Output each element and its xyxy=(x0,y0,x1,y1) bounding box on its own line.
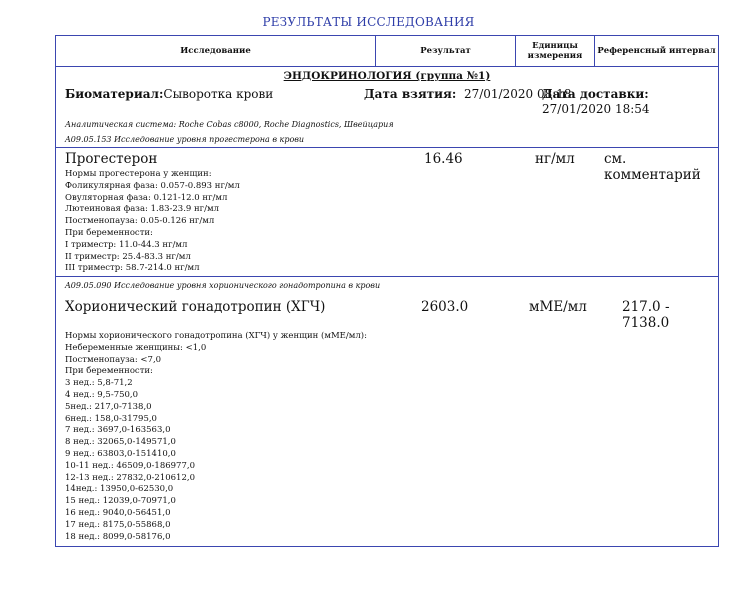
header-units-line2: измерения xyxy=(527,51,583,61)
header-test: Исследование xyxy=(56,36,376,66)
norm-line: 3 нед.: 5,8-71,2 xyxy=(65,378,133,389)
norm-line: 7 нед.: 3697,0-163563,0 xyxy=(65,425,171,436)
norm-line: 6нед.: 158,0-31795,0 xyxy=(65,413,157,424)
norm-line: 9 нед.: 63803,0-151410,0 xyxy=(65,448,176,459)
result-value: 16.46 xyxy=(424,151,463,167)
date-taken-value: 27/01/2020 08:18 xyxy=(463,87,572,101)
header-result: Результат xyxy=(376,36,516,66)
norm-line: I триместр: 11.0-44.3 нг/мл xyxy=(65,239,188,250)
test-code: A09.05.090 Исследование уровня хорионического гонадотропина в крови xyxy=(65,281,381,290)
norm-line: 5нед.: 217,0-7138,0 xyxy=(65,401,152,412)
norm-line: Овуляторная фаза: 0.121-12.0 нг/мл xyxy=(65,192,228,203)
table-header xyxy=(56,36,718,67)
norm-line: Нормы хорионического гонадотропина (ХГЧ) у женщин (мМЕ/мл): xyxy=(65,331,367,341)
norm-line: 15 нед.: 12039,0-70971,0 xyxy=(65,496,176,507)
progesterone-norms xyxy=(65,169,240,275)
norm-line: При беременности: xyxy=(65,366,153,377)
norm-line: Лютеиновая фаза: 1.83-23.9 нг/мл xyxy=(65,204,220,215)
row-divider xyxy=(56,276,718,277)
date-delivery-value: 27/01/2020 18:54 xyxy=(542,102,650,116)
test-name: Прогестерон xyxy=(65,151,158,167)
norm-line: 8 нед.: 32065,0-149571,0 xyxy=(65,437,176,448)
date-taken-label: Дата взятия: xyxy=(364,87,457,101)
reference-interval: см. комментарий xyxy=(604,151,701,183)
header-units-line1: Единицы xyxy=(532,41,578,51)
norm-line: Постменопауза: 0.05-0.126 нг/мл xyxy=(65,216,215,227)
norm-line: 18 нед.: 8099,0-58176,0 xyxy=(65,531,171,542)
analytic-system: Аналитическая система: Roche Cobas c8000, Roche Diagnostics, Швейцария xyxy=(65,120,394,129)
biomaterial-label: Биоматериал: xyxy=(65,87,164,101)
date-taken xyxy=(364,87,572,101)
norm-line: 14нед.: 13950,0-62530,0 xyxy=(65,484,174,495)
date-delivery xyxy=(542,87,718,117)
reference-interval: 217.0 - 7138.0 xyxy=(622,299,670,331)
header-reference: Референсный интервал xyxy=(597,46,716,56)
result-value: 2603.0 xyxy=(421,299,469,315)
results-table xyxy=(55,35,719,547)
group-title: ЭНДОКРИНОЛОГИЯ (группа №1) xyxy=(283,70,491,82)
norm-line: 16 нед.: 9040,0-56451,0 xyxy=(65,507,171,518)
norm-line: При беременности: xyxy=(65,227,153,238)
result-units: мМЕ/мл xyxy=(529,299,587,315)
date-delivery-label: Дата доставки: xyxy=(542,87,649,101)
norm-line: Нормы прогестерона у женщин: xyxy=(65,169,212,179)
test-name: Хорионический гонадотропин (ХГЧ) xyxy=(65,299,326,315)
header-units xyxy=(516,36,595,66)
norm-line: 4 нед.: 9,5-750,0 xyxy=(65,389,139,400)
norm-line: Фоликулярная фаза: 0.057-0.893 нг/мл xyxy=(65,180,240,191)
norm-line: II триместр: 25.4-83.3 нг/мл xyxy=(65,251,191,262)
norm-line: Небеременные женщины: <1,0 xyxy=(65,342,207,353)
biomaterial-value: Сыворотка крови xyxy=(163,87,274,101)
norm-line: 17 нед.: 8175,0-55868,0 xyxy=(65,519,171,530)
norm-line: 10-11 нед.: 46509,0-186977,0 xyxy=(65,460,195,471)
biomaterial xyxy=(65,87,273,101)
hcg-norms xyxy=(65,331,367,543)
test-code: A09.05.153 Исследование уровня прогестерона в крови xyxy=(65,135,305,144)
norm-line: Постменопауза: <7,0 xyxy=(65,354,162,365)
row-divider xyxy=(56,147,718,148)
norm-line: III триместр: 58.7-214.0 нг/мл xyxy=(65,263,200,274)
document-title: РЕЗУЛЬТАТЫ ИССЛЕДОВАНИЯ xyxy=(262,15,475,29)
norm-line: 12-13 нед.: 27832,0-210612,0 xyxy=(65,472,195,483)
result-units: нг/мл xyxy=(535,151,575,167)
